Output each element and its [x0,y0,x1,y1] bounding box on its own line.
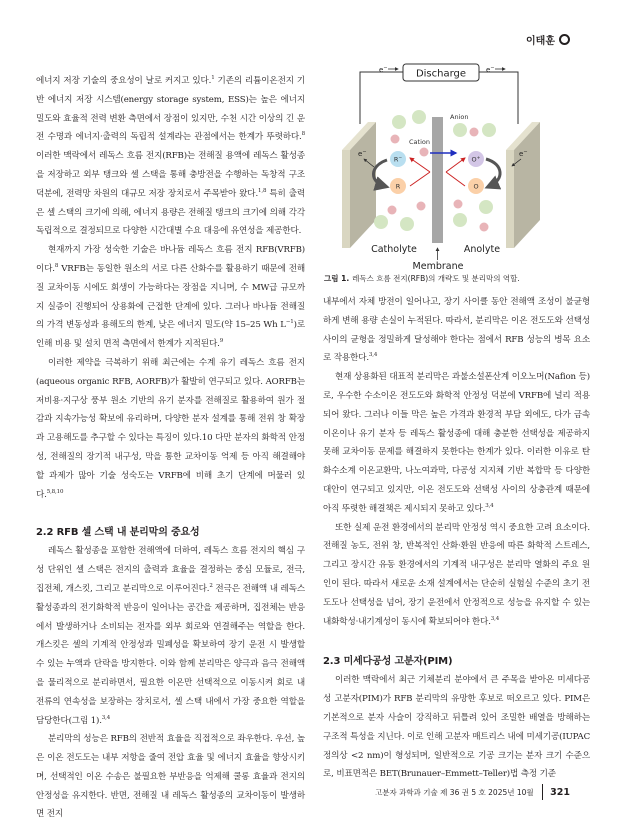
paragraph: 이러한 제약을 극복하기 위해 최근에는 수계 유기 레독스 흐름 전지(aqueous organic RFB, AORFB)가 활발히 연구되고 있다. AORFB는 저비용·지구상 풍부 원소 기반의 유기 분자를 전해질로 활용하여 원가 절감과 지속가능성 확보에 유리하며, 다양한 분자 설계를 통해 전위 창 확장과 고용해도를 추구할 수 있다는 특징이 있다.10 다만 분자의 화학적 안정성, 전해질의 장기적 내구성, 막을 통한 교차이동 억제 등 아직 해결해야 할 과제가 많아 기술 성숙도는 VRFB에 비해 초기 단계에 머물러 있다.$^{5,8,10}$ [36,357,305,500]
reaction-arrow-left [410,158,430,172]
anion-circle [400,217,414,231]
citation: 3,4 [490,615,500,622]
membrane-bar [432,117,443,243]
paragraph: 내부에서 자체 방전이 일어나고, 장기 사이클 동안 전해액 조성이 불균형하게 변해 용량 손실이 누적된다. 따라서, 분리막은 이온 전도도와 선택성 사이의 균형을 정밀하게 달성해야 한다는 점에서 RFB 성능의 병목 요소로 작용한다.$^{3,4}$ [323,297,590,364]
citation: 8 [301,131,305,138]
electron-label-top-left: e− [379,65,388,74]
anion-circle [453,213,467,227]
cation-label: Cation [409,138,430,146]
svg-text:R−: R− [393,155,403,164]
figure-rfb-schematic [324,62,556,272]
running-head [526,32,570,47]
journal-info: 고분자 과학과 기술 제 36 권 5 호 2025년 10월 [375,787,534,797]
paragraph: 레독스 활성종을 포함한 전해액에 더하여, 레독스 흐름 전지의 핵심 구성 단위인 셀 스택은 전지의 출력과 효율을 결정하는 중심 모듈로, 전극, 집전체, 개스킷, 그리고 분리막으로 이루어진다.$^2$ 전극은 전해액 내 레독스 활성종과의 전기화학적 반응이 일어나는 공간을 제공하며, 집전체는 반응에서 발생하거나 소비되는 전자를 외부 회로와 연결해주는 역할을 한다. 개스킷은 셀의 기계적 안정성과 밀폐성을 확보하여 장기 운전 시 발생할 수 있는 누액과 단락을 방지한다. 이와 함께 분리막은 양극과 음극 전해액을 물리적으로 분리하면서, 필요한 이온만 선택적으로 이동시켜 회로 내 전류의 연속성을 보장하는 장치로서, 셀 스택 내에서 가장 중요한 역할을 담당한다(그림 1).$^{3,4}$ [36,546,305,726]
electron-label-top-right: e− [486,65,495,74]
ring-icon [559,34,570,45]
anion-circle [392,115,406,129]
anolyte-label: Anolyte [463,244,501,255]
caption-text: 레독스 흐름 전지(RFB)의 개략도 및 분리막의 역할. [352,274,520,283]
citation: 1,8 [258,187,267,194]
reaction-line-right [446,172,465,186]
caption-label: 그림 1. [324,274,350,283]
citation: 3,4 [485,502,494,509]
unit-exponent: −1 [285,319,294,326]
electron-label-right: e− [519,149,528,158]
anion-circle [453,123,467,137]
citation: 2 [209,582,213,589]
paragraph: 현재 상용화된 대표적 분리막은 과불소설폰산계 이오노머(Nafion 등)로, 우수한 수소이온 전도도와 화학적 안정성 덕분에 VRFB에 널리 적용되어 왔다. 그러나 이들 막은 높은 가격과 환경적 부담 외에도, 다가 금속 이온이나 유기 분자 등 레독스 활성종에 대해 충분한 선택성을 제공하지 못해 교차이동 문제를 해결하지 못한다는 한계가 있다. 이러한 이유로 탄화수소계 이온교환막, 나노여과막, 다공성 지지체 기반 복합막 등 다양한 대안이 연구되고 있지만, 이온 전도도와 선택성 사이의 상충관계 때문에 아직 뚜렷한 해결책은 제시되지 못하고 있다.$^{3,4}$ [323,372,590,514]
cation-circle [417,202,426,211]
figure-caption [324,273,594,284]
svg-text:O: O [473,182,479,191]
svg-text:O+: O+ [471,155,481,164]
catholyte-label: Catholyte [371,244,417,255]
reaction-arrow-right [446,158,465,172]
electron-label-left: e− [358,149,367,158]
section-heading: 2.3 미세다공성 고분자(PIM) [323,656,453,668]
citation: 1 [211,75,215,81]
right-column [323,293,590,784]
cation-circle [454,200,463,209]
citation: 9 [219,338,224,345]
page-number: 321 [550,786,570,798]
electrode-left-front [342,150,350,248]
cation-circle [470,128,479,137]
left-column [36,72,305,824]
citation: 3,4 [101,714,111,721]
anion-circle [412,110,426,124]
citation: 5,8,10 [46,488,64,495]
reaction-line-left [410,172,430,186]
paragraph: 에너지 저장 기술의 중요성이 날로 커지고 있다.$^1$ 기존의 리튬이온전지 기반 에너지 저장 시스템(energy storage system, ESS)는 높은 에너지 밀도와 효율적 전력 변환 측면에서 장점이 있지만, 수천 시간 이상의 긴 운전 수명과 에너지·출력의 독립적 설계라는 관점에서는 한계가 뚜렷하다.$^8$ 이러한 맥락에서 레독스 흐름 전지(RFB)는 전해질 용액에 레독스 활성종을 저장하고 외부 탱크와 셀 스택을 통해 충방전을 수행하는 독창적 구조 덕분에, 전력망 차원의 대규모 저장 장치로서 주목받아 왔다.$^{1,8}$ 특히 출력은 셀 스택의 크기에 의해, 에너지 용량은 전해질 탱크의 크기에 의해 각각 독립적으로 결정되므로 다양한 시간대별 수요 대응에 유연성을 제공한다. [36,75,305,237]
membrane-label: Membrane [412,261,464,272]
electrode-right-front [506,150,514,248]
paragraph: 또한 실제 운전 환경에서의 분리막 안정성 역시 중요한 고려 요소이다. 전해질 농도, 전위 창, 반복적인 산화·환원 반응에 따른 화학적 스트레스, 그리고 장시간 유동 환경에서의 기계적 내구성은 분리막 열화의 주요 원인이 된다. 따라서 새로운 소재 설계에서는 단순히 실험실 수준의 초기 전도도나 선택성을 넘어, 장기 운전에서 안정적으로 성능을 유지할 수 있는 내화학성·내기계성이 동시에 확보되어야 한다.$^{3,4}$ [323,522,590,627]
page-footer [375,784,570,800]
curved-arrow-right [486,159,500,186]
anion-circle [482,123,496,137]
anion-circle [479,200,493,214]
cation-circle [391,135,400,144]
paragraph: 분리막의 성능은 RFB의 전반적 효율을 직접적으로 좌우한다. 우선, 높은 이온 전도도는 내부 저항을 줄여 전압 효율 및 에너지 효율을 향상시키며, 선택적인 이온 수송은 불필요한 부반응을 억제해 쿨롱 효율과 전지의 안정성을 유지한다. 반면, 전해질 내 레독스 활성종의 교차이동이 발생하면 전지 [36,734,305,820]
cation-circle [388,206,397,215]
footer-divider [542,784,544,800]
discharge-label: Discharge [415,68,467,80]
svg-text:R: R [395,182,401,191]
spacer [323,631,590,653]
paragraph: 이러한 맥락에서 최근 기체분리 분야에서 큰 주목을 받아온 미세다공성 고분자(PIM)가 RFB 분리막의 유망한 후보로 떠오르고 있다. PIM은 기본적으로 분자 사슬이 강직하고 뒤틀려 있어 조밀한 배열을 방해하는 구조적 특성을 지닌다. 이로 인해 고분자 매트리스 내에 미세기공(IUPAC 정의상 <2 nm)이 형성되며, 일반적으로 기공 크기는 분자 크기 수준으로, 비표면적은 BET(Brunauer–Emmett–Teller)법 측정 기준 [323,675,590,780]
rfb-diagram [324,62,556,272]
cation-circle [420,148,429,157]
paragraph: 현재까지 가장 성숙한 기술은 바나듐 레독스 흐름 전지 RFB(VRFB)이다.$^8$ VRFB는 동일한 원소의 서로 다른 산화수를 활용하기 때문에 전해질 교차이동 시에도 회생이 가능하다는 장점을 지니며, 수 MW급 규모까지 실증이 진행되어 상용화에 근접한 단계에 있다. 그러나 바나듐 전해질의 가격 변동성과 용해도의 한계, 낮은 에너지 밀도(약 15–25 Wh $L^{-1}$)로 인해 비용 및 설치 면적 측면에서 한계가 지적된다.$^9$ [36,245,305,350]
citation: 3,4 [368,352,378,359]
cation-circle [480,223,489,232]
section-heading: 2.2 RFB 셀 스택 내 분리막의 중요성 [36,527,200,539]
spacer [36,504,305,524]
anion-label: Anion [450,113,469,121]
citation: 8 [54,262,59,269]
author-name: 이태훈 [526,36,555,47]
anion-circle [374,215,388,229]
circuit-wire-right [479,72,518,124]
